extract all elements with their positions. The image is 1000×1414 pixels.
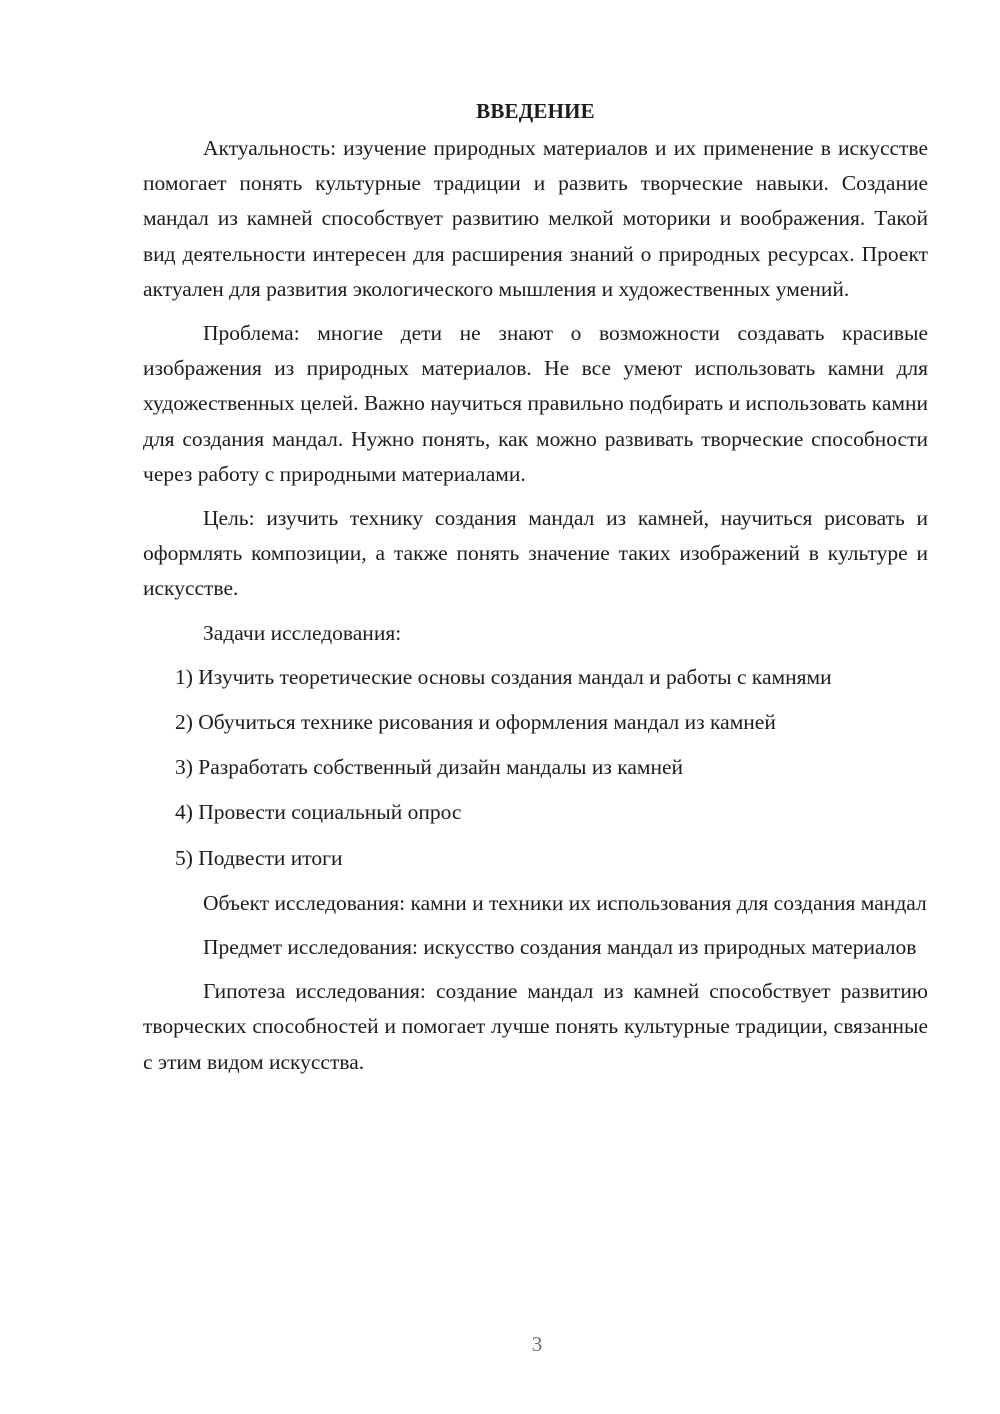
tasks-heading: Задачи исследования: [203,620,402,645]
task-item-4: 4) Провести социальный опрос [175,800,462,825]
object-paragraph: Объект исследования: камни и техники их использования для создания мандал [203,890,927,915]
section-title: ВВЕДЕНИЕ [476,99,595,123]
subject-paragraph: Предмет исследования: искусство создания мандал из природных материалов [203,935,917,960]
task-item-1: 1) Изучить теоретические основы создания мандал и работы с камнями [175,664,832,689]
goal-paragraph: Цель: изучить технику создания мандал из камней, научиться рисовать и оформлять композиции, а также понять значение таких изображений в культуре и искусстве. [143,506,928,601]
page-content [143,91,928,1089]
page-number: 3 [531,1332,543,1356]
problem-paragraph: Проблема: многие дети не знают о возможности создавать красивые изображения из природных материалов. Не все умеют использовать камни для художественных целей. Важно научиться правильно подбирать и использовать камни для создания мандал. Нужно понять, как можно развивать творческие способности через работу с природными материалами. [143,321,928,486]
task-item-3: 3) Разработать собственный дизайн мандалы из камней [175,755,684,780]
task-item-5: 5) Подвести итоги [175,845,343,870]
relevance-paragraph: Актуальность: изучение природных материалов и их применение в искусстве помогает понять культурные традиции и развить творческие навыки. Создание мандал из камней способствует развитию мелкой моторики и воображения. Такой вид деятельности интересен для расширения знаний о природных ресурсах. Проект актуален для развития экологического мышления и художественных умений. [143,136,928,301]
hypothesis-paragraph: Гипотеза исследования: создание мандал из камней способствует развитию творческих способностей и помогает лучше понять культурные традиции, связанные с этим видом искусства. [143,979,928,1074]
task-item-2: 2) Обучиться технике рисования и оформления мандал из камней [175,710,776,735]
